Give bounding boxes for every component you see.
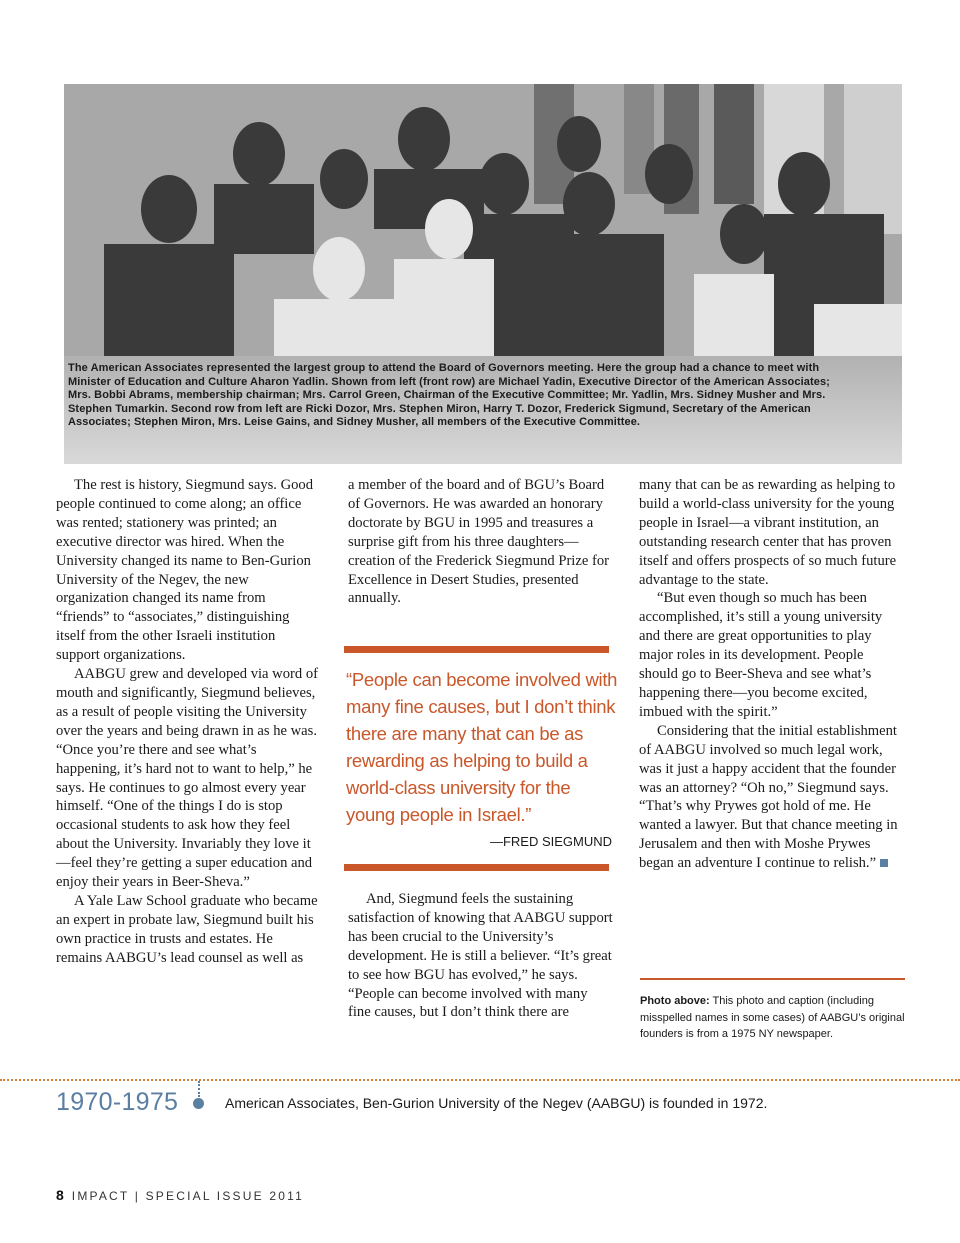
- end-mark-icon: [880, 859, 888, 867]
- paragraph: AABGU grew and developed via word of mouth and significantly, Siegmund believes, as a result of people visiting the University over the years and being drawn in as he was. “Once you’re there and see what’s happening, it’s hard not to want to help,” he says. He continues to go almost every year himself. “One of the things I do is stop occasional students to ask how they feel about the University. Invariably they love it—feel they’re getting a super education and enjoy their years in Beer-Sheva.”: [56, 666, 318, 891]
- paragraph: And, Siegmund feels the sustaining satisfaction of knowing that AABGU support has been crucial to the University’s development. He is still a believer. “It’s great to see how BGU has evolved,” he says. “People can become involved with many fine causes, but I don’t think there are: [348, 891, 613, 1021]
- timeline-years: 1970-1975: [56, 1088, 179, 1116]
- publication-name: IMPACT | SPECIAL ISSUE 2011: [71, 1189, 304, 1203]
- group-photo: [64, 84, 902, 464]
- timeline-connector: [198, 1081, 200, 1097]
- timeline-text: American Associates, Ben-Gurion University of the Negev (AABGU) is founded in 1972.: [225, 1095, 768, 1111]
- photo-caption: The American Associates represented the largest group to attend the Board of Governors meeting. Here the group had a chance to meet with Minister of Education and Culture Aharon Yadlin. Shown from left (front row) are Michael Yadin, Executive Director of the American Associates; Mrs. Bobbi Abrams, membership chairman; Mrs. Carrol Green, Chairman of the Executive Committee; Mr. Yadlin, Mrs. Sidney Musher and Mrs. Stephen Tumarkin. Second row from left are Ricki Dozor, Mrs. Stephen Miron, Harry T. Dozor, Frederick Sigmund, Secretary of the American Associates; Stephen Miron, Mrs. Leise Gains, and Sidney Musher, all members of the Executive Committee.: [68, 362, 830, 429]
- pullquote-text: “People can become involved with many fine causes, but I don’t think there are many that can be as rewarding as helping to build a world-class university for the young people in Israel.”: [346, 669, 618, 825]
- article-column-2-bottom: [348, 890, 613, 1022]
- pullquote-rule-top: [344, 646, 609, 653]
- article-column-2-top: [348, 476, 613, 608]
- sidenote-rule: [640, 978, 905, 980]
- paragraph: a member of the board and of BGU’s Board of Governors. He was awarded an honorary doctorate by BGU in 1995 and treasures a surprise gift from his three daughters—creation of the Frederick Siegmund Prize for Excellence in Desert Studies, presented annually.: [348, 477, 609, 607]
- paragraph: The rest is history, Siegmund says. Good people continued to come along; an office was rented; stationery was printed; an executive director was hired. When the University changed its name to Ben-Gurion University of the Negev, the new organization changed its name from “friends” to “associates,” distinguishing itself from the other Israeli institution support organizations.: [56, 477, 314, 664]
- sidenote-text: This photo and caption (including misspelled names in some cases) of AABGU’s original founders is from a 1975 NY newspaper.: [640, 995, 905, 1041]
- article-column-3: [639, 476, 901, 873]
- sidenote-label: Photo above:: [640, 995, 710, 1007]
- paragraph: many that can be as rewarding as helping to build a world-class university for the young people in Israel—a vibrant institution, an outstanding research center that has proven itself and offers prospects of so much future advantage to the state.: [639, 477, 897, 588]
- page-footer: [56, 1187, 304, 1203]
- paragraph: “But even though so much has been accomplished, it’s still a young university and there are great opportunities to play major roles in its development. People should go to Beer-Sheva and see what’s happening there—you become excited, imbued with the spirit.”: [639, 590, 883, 720]
- paragraph-text: Considering that the initial establishment of AABGU involved so much legal work, was it just a happy accident that the founder was an attorney? “Oh no,” Siegmund says. “That’s why Prywes got hold of me. He wanted a lawyer. But that chance meeting in Jerusalem and then with Moshe Prywes began an adventure I continue to relish.”: [639, 722, 898, 872]
- pullquote-attribution: —FRED SIEGMUND: [489, 834, 612, 849]
- sidenote: [640, 993, 905, 1043]
- paragraph: A Yale Law School graduate who became an expert in probate law, Siegmund built his own practice in trusts and estates. He remains AABGU’s lead counsel as well as: [56, 892, 318, 966]
- timeline-dotted-line: [0, 1079, 960, 1081]
- paragraph: [639, 722, 901, 873]
- article-column-1: [56, 476, 318, 968]
- pullquote-rule-bottom: [344, 864, 609, 871]
- timeline-marker-icon: [193, 1098, 204, 1109]
- group-photo-image: [64, 84, 902, 356]
- page-number: 8: [56, 1187, 64, 1203]
